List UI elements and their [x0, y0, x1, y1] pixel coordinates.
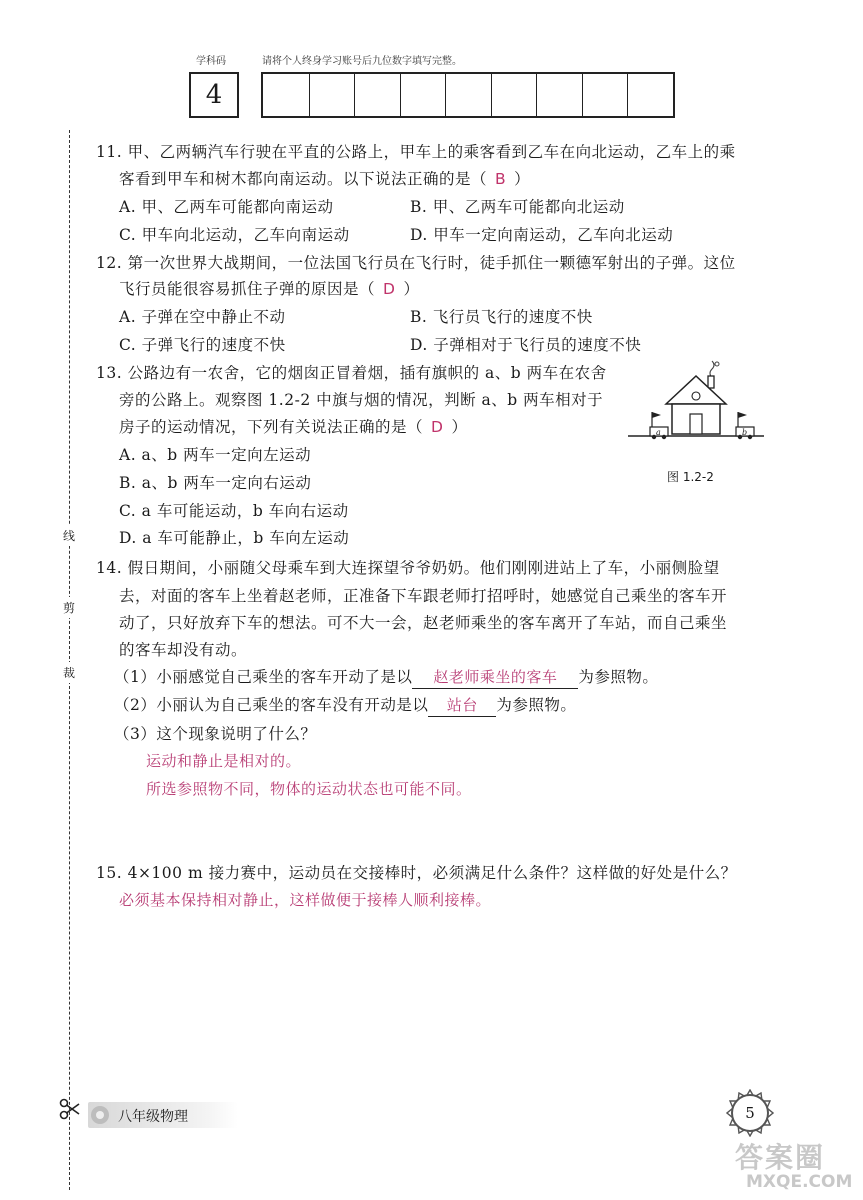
q11-option-c: C. 甲车向北运动，乙车向南运动	[119, 226, 350, 244]
q14-sub1	[114, 663, 658, 692]
q12-option-b: B. 飞行员飞行的速度不快	[410, 308, 593, 326]
q13-option-d: D. a 车可能静止，b 车向左运动	[119, 529, 350, 547]
digit-cell[interactable]	[400, 74, 446, 116]
q12-stem-line1: 12. 第一次世界大战期间，一位法国飞行员在飞行时，徒手抓住一颗德军射出的子弹。这位	[96, 254, 736, 272]
digit-cell[interactable]	[445, 74, 491, 116]
q14-sub2-tail: 为参照物。	[496, 696, 577, 714]
q13-stem-line1: 13. 公路边有一农舍，它的烟囱正冒着烟，插有旗帜的 a、b 两车在农舍	[96, 364, 607, 382]
account-instruction: 请将个人终身学习账号后九位数字填写完整。	[262, 56, 462, 67]
car-b-flag	[738, 412, 747, 418]
digit-cell[interactable]	[582, 74, 628, 116]
gear-badge-icon	[88, 1103, 112, 1127]
q12-option-a: A. 子弹在空中静止不动	[119, 308, 286, 326]
q14-sub1-tail: 为参照物。	[578, 668, 659, 686]
subject-code-value: 4	[205, 80, 223, 110]
q11-answer: B	[495, 170, 507, 188]
digit-cell[interactable]	[627, 74, 673, 116]
cut-label-line: 线	[61, 525, 77, 546]
watermark-logo: 答案圈	[735, 1141, 826, 1174]
q13-option-c: C. a 车可能运动，b 车向右运动	[119, 502, 349, 520]
watermark-url: MXQE.COM	[746, 1172, 853, 1192]
car-a-label: a	[656, 428, 661, 437]
digit-cell[interactable]	[263, 74, 309, 116]
q11-stem-text: 客看到甲车和树木都向南运动。以下说法正确的是（	[119, 170, 488, 188]
digit-cell[interactable]	[354, 74, 400, 116]
chimney	[708, 376, 714, 388]
q13-answer: D	[431, 418, 444, 436]
digit-cell[interactable]	[309, 74, 355, 116]
q12-option-c: C. 子弹飞行的速度不快	[119, 336, 286, 354]
q14-stem-line4: 的客车却没有动。	[119, 641, 248, 659]
q13-stem-line2: 旁的公路上。观察图 1.2-2 中旗与烟的情况，判断 a、b 两车相对于	[119, 391, 604, 409]
q12-stem-text: 飞行员能很容易抓住子弹的原因是（	[119, 280, 376, 298]
q11-option-d: D. 甲车一定向南运动，乙车向北运动	[410, 226, 674, 244]
q14-stem-line2: 去，对面的客车上坐着赵老师，正准备下车跟老师打招呼时，她感觉自己乘坐的客车开	[119, 587, 728, 605]
q15-answer: 必须基本保持相对静止，这样做便于接棒人顺利接棒。	[119, 891, 492, 909]
q14-sub3-answer-line2: 所选参照物不同，物体的运动状态也可能不同。	[146, 780, 472, 798]
q14-stem-line3: 动了，只好放弃下车的想法。可不大一会，赵老师乘坐的客车离开了车站，而自己乘坐	[119, 614, 728, 632]
subject-code-label: 学科码	[196, 56, 226, 67]
account-digit-grid[interactable]	[261, 72, 675, 118]
q14-sub3-answer-line1: 运动和静止是相对的。	[146, 752, 302, 770]
q11-stem-line1: 11. 甲、乙两辆汽车行驶在平直的公路上，甲车上的乘客看到乙车在向北运动，乙车上的乘	[96, 143, 736, 161]
house-door	[690, 414, 702, 434]
scissors-icon	[58, 1097, 82, 1121]
q13-stem-text: 房子的运动情况，下列有关说法正确的是（	[119, 418, 424, 436]
q14-sub3: （3）这个现象说明了什么？	[114, 725, 317, 743]
car-a-flag	[652, 412, 661, 418]
q12-answer: D	[383, 280, 396, 298]
q12-option-d: D. 子弹相对于飞行员的速度不快	[410, 336, 642, 354]
q12-paren-close: ）	[403, 280, 420, 298]
q11-paren-close: ）	[514, 170, 531, 188]
cut-label-cut: 剪	[61, 597, 77, 618]
q14-sub1-answer: 赵老师乘坐的客车	[412, 666, 578, 689]
q15-question: 15. 4×100 m 接力赛中，运动员在交接棒时，必须满足什么条件？这样做的好处是什么？	[96, 864, 737, 882]
q11-option-a: A. 甲、乙两车可能都向南运动	[119, 198, 334, 216]
q14-stem-line1: 14. 假日期间，小丽随父母乘车到大连探望爷爷奶奶。他们刚刚进站上了车，小丽侧脸望	[96, 559, 720, 577]
q11-stem-line2	[119, 165, 530, 194]
q13-paren-close: ）	[451, 418, 468, 436]
farmhouse-figure	[626, 360, 766, 448]
q14-sub2-text: （2）小丽认为自己乘坐的客车没有开动是以	[114, 696, 429, 714]
subject-code-box	[189, 72, 239, 118]
cut-label-trim: 裁	[61, 662, 77, 683]
q14-sub1-text: （1）小丽感觉自己乘坐的客车开动了是以	[114, 668, 413, 686]
q11-option-b: B. 甲、乙两车可能都向北运动	[410, 198, 625, 216]
page-number: 5	[731, 1094, 769, 1132]
q13-stem-line3	[119, 413, 467, 442]
q14-sub2	[114, 691, 576, 720]
digit-cell[interactable]	[536, 74, 582, 116]
q12-stem-line2	[119, 275, 419, 304]
figure-caption: 图 1.2-2	[667, 470, 714, 484]
q14-sub2-answer: 站台	[428, 694, 496, 717]
q13-option-a: A. a、b 两车一定向左运动	[119, 446, 312, 464]
digit-cell[interactable]	[491, 74, 537, 116]
q13-option-b: B. a、b 两车一定向右运动	[119, 474, 312, 492]
book-label: 八年级物理	[118, 1109, 188, 1125]
cut-line	[69, 130, 70, 1190]
car-b-label: b	[742, 428, 748, 437]
